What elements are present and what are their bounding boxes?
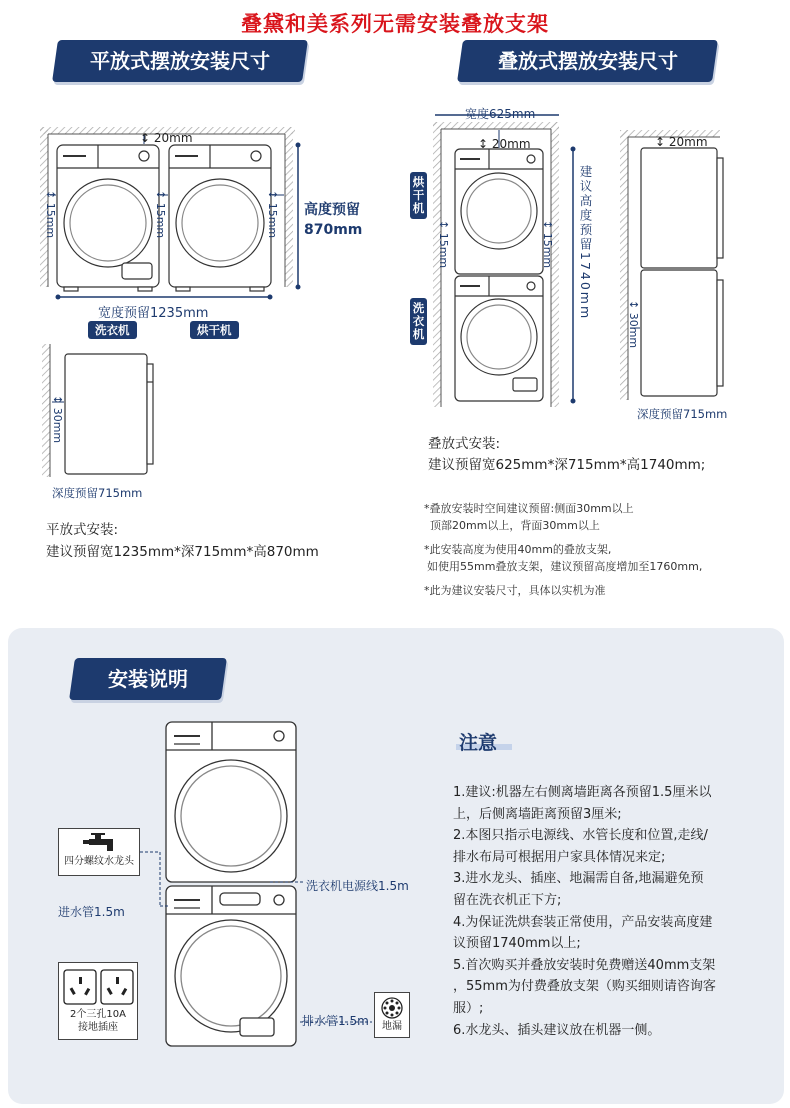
flat-side-gap-mid: ↕ 15mm: [154, 190, 167, 239]
stack-side-gap-left: ↕ 15mm: [437, 220, 450, 269]
stack-banner: 叠放式摆放安装尺寸: [457, 40, 718, 82]
flat-top-gap: ↕ 20mm: [140, 131, 193, 145]
power-label: 洗衣机电源线1.5m: [306, 879, 409, 893]
notice-line: 排水布局可根据用户家具体情况来定;: [453, 849, 666, 865]
notice-line: 3.进水龙头、插座、地漏需自备,地漏避免预: [453, 871, 704, 887]
stack-width-label: 宽度625mm: [465, 107, 536, 121]
faucet-box: 四分螺纹水龙头: [58, 828, 140, 876]
flat-side-gap-left: ↕ 15mm: [44, 190, 57, 239]
drain-label: 排水管1.5m: [302, 1014, 369, 1028]
stack-side-top-gap: ↕ 20mm: [655, 135, 708, 149]
socket-box: 2个三孔10A 接地插座: [58, 962, 138, 1040]
power-line: [270, 870, 310, 900]
stack-depth-label: 深度预留715mm: [637, 407, 728, 421]
flat-width-label: 宽度预留1235mm: [98, 306, 209, 321]
inlet-line: [140, 840, 180, 920]
flat-banner: 平放式摆放安装尺寸: [52, 40, 308, 82]
stack-height-label: 建议高度预留1740mm: [578, 165, 593, 321]
notice-line: 上，后侧离墙距离预留3厘米;: [453, 806, 622, 822]
stack-back-gap: ↕ 30mm: [627, 300, 640, 349]
stack-washer-tag: 洗衣机: [410, 298, 427, 345]
dryer-front: [169, 145, 271, 291]
notice-line: 4.为保证洗烘套装正常使用，产品安装高度建: [453, 914, 713, 930]
faucet-icon: [79, 833, 119, 855]
notice-line: 2.本图只指示电源线、水管长度和位置,走线/: [453, 828, 708, 844]
floor-drain-box: 地漏: [374, 992, 410, 1038]
stack-note-2: *此安装高度为使用40mm的叠放支架, 如使用55mm叠放支架，建议预留高度增加至1760mm,: [424, 543, 703, 573]
flat-dryer-tag: 烘干机: [190, 321, 239, 339]
stack-top-gap: ↕ 20mm: [478, 137, 531, 151]
notice-list: [453, 782, 773, 1041]
flat-side-gap-right: ↕ 15mm: [266, 190, 279, 239]
stack-install-title: 叠放式安装:: [428, 436, 501, 452]
notice-line: 5.首次购买并叠放安装时免费赠送40mm支架: [453, 957, 716, 973]
notice-line: 6.水龙头、插头建议放在机器一侧。: [453, 1022, 661, 1038]
notice-line: 服）;: [453, 1000, 484, 1016]
notice-line: 留在洗衣机正下方;: [453, 892, 562, 908]
flat-install-text: 建议预留宽1235mm*深715mm*高870mm: [46, 544, 319, 560]
stack-side-diagram: [615, 128, 735, 403]
install-banner: 安装说明: [69, 658, 227, 700]
flat-install-title: 平放式安装:: [46, 522, 119, 538]
flat-height-label: 高度预留 870mm: [304, 202, 363, 238]
notice-title: 注意: [459, 732, 498, 754]
stack-note-1: *叠放安装时空间建议预留:侧面30mm以上 顶部20mm以上，背面30mm以上: [424, 502, 634, 532]
floor-drain-icon: [380, 996, 404, 1020]
notice-line: 议预留1740mm以上;: [453, 936, 581, 952]
stack-dryer-tag: 烘干机: [410, 172, 427, 219]
stack-install-text: 建议预留宽625mm*深715mm*高1740mm;: [428, 457, 706, 473]
stack-note-3: *此为建议安装尺寸，具体以实机为准: [424, 584, 606, 597]
flat-back-gap: ↕ 30mm: [51, 395, 64, 444]
socket-icon: [61, 968, 135, 1008]
notice-line: 1.建议:机器左右侧离墙距离各预留1.5厘米以: [453, 785, 712, 800]
flat-washer-tag: 洗衣机: [88, 321, 137, 339]
washer-front: [57, 145, 159, 291]
flat-depth-label: 深度预留715mm: [52, 486, 143, 500]
stack-side-gap-right: ↕ 15mm: [541, 220, 554, 269]
inlet-label: 进水管1.5m: [58, 905, 125, 919]
notice-line: ，55mm为付费叠放支架（购买细则请咨询客: [453, 979, 716, 995]
main-title: 叠黛和美系列无需安装叠放支架: [241, 12, 549, 36]
